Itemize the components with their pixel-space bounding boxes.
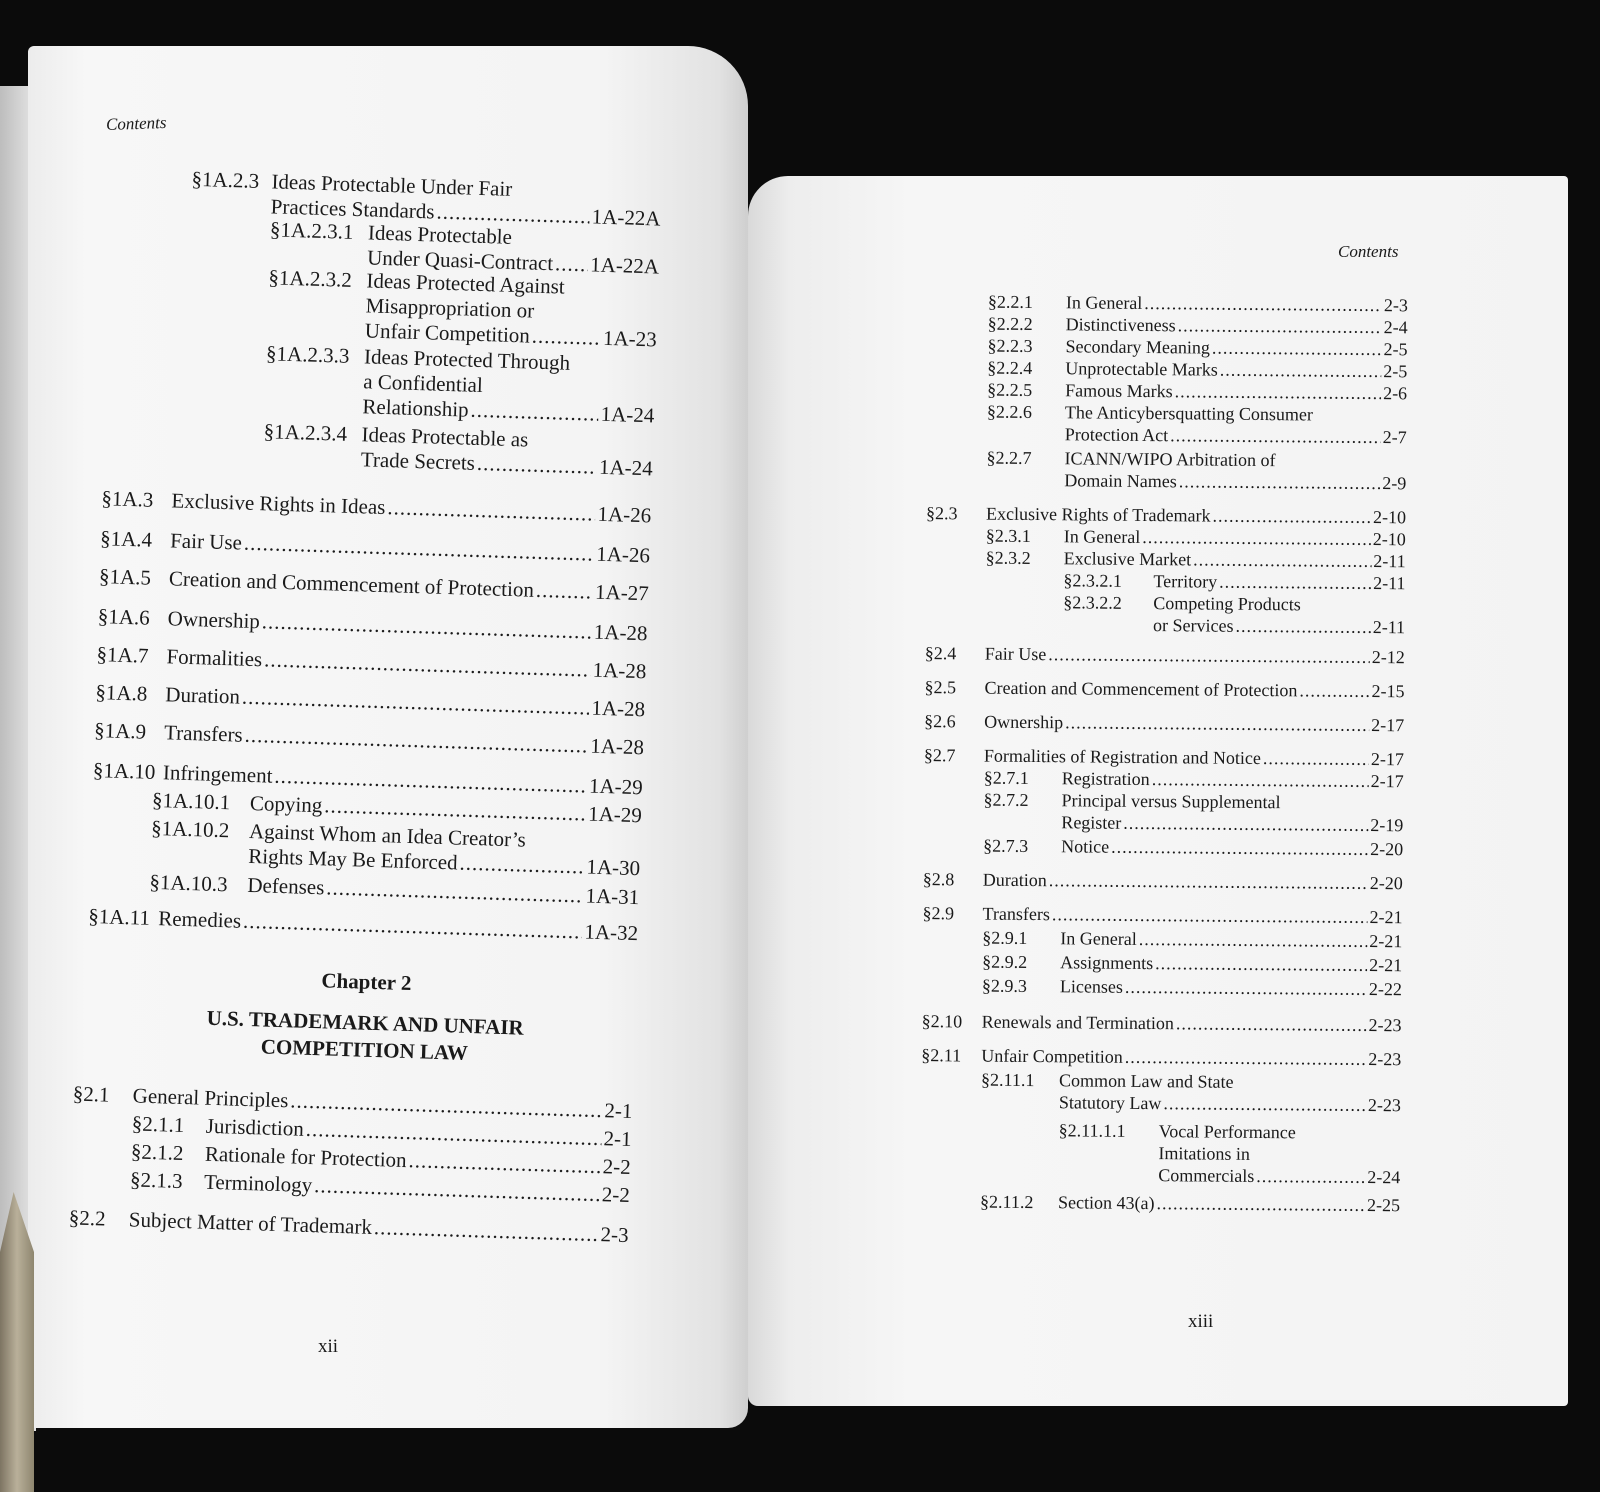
toc-entry xyxy=(924,710,1404,736)
section-title: Duration xyxy=(982,869,1047,891)
section-title: Creation and Commencement of Protection xyxy=(168,566,535,602)
section-title: Register xyxy=(1061,812,1122,833)
section-title: Exclusive Rights in Ideas xyxy=(171,488,386,520)
section-number: §1A.8 xyxy=(95,680,148,706)
toc-line xyxy=(1059,1119,1401,1144)
section-title: Ideas Protectable xyxy=(367,220,513,249)
section-title: In General xyxy=(1060,928,1137,949)
dot-leader xyxy=(1235,615,1370,638)
section-number: §1A.5 xyxy=(98,564,152,590)
section-number: §2.3.2.1 xyxy=(1063,570,1123,591)
toc-line xyxy=(983,789,1403,815)
dot-leader xyxy=(477,451,598,480)
toc-line xyxy=(1063,613,1405,638)
toc-line xyxy=(97,604,648,646)
toc-line xyxy=(981,1091,1401,1117)
dot-leader xyxy=(326,875,584,908)
section-number: §1A.10.3 xyxy=(149,869,228,897)
toc-line xyxy=(981,1069,1401,1095)
dot-leader xyxy=(1139,928,1368,952)
section-number: §2.3 xyxy=(925,503,958,524)
section-number: §2.1.2 xyxy=(130,1139,184,1166)
section-title: Ideas Protectable Under Fair xyxy=(271,169,513,201)
dot-leader xyxy=(1219,571,1371,594)
chapter-title: COMPETITION LAW xyxy=(260,1034,469,1065)
toc-line xyxy=(987,401,1407,427)
dot-leader xyxy=(1256,1165,1365,1188)
page-reference: 1A-32 xyxy=(584,919,639,946)
toc-entry xyxy=(1063,569,1405,594)
page-reference: 1A-26 xyxy=(595,541,651,568)
section-title: Rights May Be Enforced xyxy=(247,843,458,875)
toc-line xyxy=(982,951,1402,977)
section-number: §2.11.1 xyxy=(981,1069,1035,1091)
toc-line xyxy=(94,718,645,760)
toc-entry xyxy=(99,564,650,606)
chapter-title: U.S. TRADEMARK AND UNFAIR xyxy=(206,1005,525,1040)
section-number: §2.9.1 xyxy=(982,927,1028,948)
section-title: Common Law and State xyxy=(1059,1070,1234,1092)
toc-line xyxy=(96,642,647,684)
section-number: §2.5 xyxy=(924,677,957,698)
toc-entry xyxy=(982,975,1402,1001)
toc-entry xyxy=(264,341,656,428)
toc-line xyxy=(982,975,1402,1001)
page-reference: 2-10 xyxy=(1372,528,1406,550)
toc-line xyxy=(95,680,646,722)
section-title: In General xyxy=(1063,526,1141,547)
section-number: §2.9 xyxy=(922,903,955,924)
toc-line xyxy=(986,547,1406,573)
page-reference: 2-23 xyxy=(1368,1048,1402,1070)
page-reference: 1A-23 xyxy=(602,325,658,352)
section-title: Unfair Competition xyxy=(364,318,531,348)
page-reference: 1A-22A xyxy=(589,252,660,279)
section-title: Terminology xyxy=(203,1169,313,1198)
section-title: Unfair Competition xyxy=(981,1045,1123,1067)
section-title: Relationship xyxy=(362,394,470,422)
dot-leader xyxy=(470,398,599,427)
section-number: §1A.7 xyxy=(96,642,149,668)
dot-leader xyxy=(1178,314,1382,338)
dot-leader xyxy=(459,851,585,880)
section-number: §1A.9 xyxy=(93,718,147,744)
section-title: Vocal Performance xyxy=(1158,1121,1296,1143)
section-number: §2.3.2.2 xyxy=(1063,592,1122,613)
section-title: Exclusive Rights of Trademark xyxy=(985,503,1211,526)
toc-entry xyxy=(922,902,1402,928)
toc-line xyxy=(982,927,1402,953)
section-title: Statutory Law xyxy=(1058,1092,1162,1114)
page-reference: 2-17 xyxy=(1370,770,1404,792)
section-title: The Anticybersquatting Consumer xyxy=(1064,402,1313,425)
dot-leader xyxy=(1263,747,1369,770)
toc-entry xyxy=(95,680,646,722)
section-number: §1A.3 xyxy=(101,486,154,512)
section-number: §1A.2.3.2 xyxy=(268,265,353,292)
section-number: §2.10 xyxy=(921,1011,963,1032)
toc-entry xyxy=(982,951,1402,977)
section-number: §2.8 xyxy=(922,869,955,890)
dot-leader xyxy=(1175,380,1382,404)
dot-leader xyxy=(1123,812,1368,836)
toc-entry xyxy=(96,642,647,684)
toc-entry xyxy=(1058,1119,1401,1188)
page-reference: 2-24 xyxy=(1367,1166,1401,1188)
toc-entry xyxy=(982,927,1402,953)
toc-line xyxy=(922,1010,1402,1036)
section-title: Ownership xyxy=(984,711,1064,733)
dot-leader xyxy=(1144,292,1382,316)
page-reference: 1A-27 xyxy=(594,579,650,606)
section-number: §1A.2.3.4 xyxy=(263,419,348,446)
section-title: Subject Matter of Trademark xyxy=(128,1207,373,1239)
toc-line xyxy=(980,1191,1400,1217)
section-title: Notice xyxy=(1061,836,1110,857)
toc-entry xyxy=(925,642,1405,668)
running-head: Contents xyxy=(105,112,167,135)
page-reference: 2-6 xyxy=(1383,383,1408,404)
dot-leader xyxy=(1065,711,1369,736)
dot-leader xyxy=(555,251,589,277)
section-title: In General xyxy=(1065,292,1143,313)
toc-line xyxy=(983,835,1403,861)
section-title: Assignments xyxy=(1060,952,1154,974)
page-reference: 1A-31 xyxy=(585,883,640,910)
toc-entry xyxy=(923,868,1403,894)
toc-line xyxy=(925,642,1405,668)
section-title: Formalities of Registration and Notice xyxy=(983,745,1261,769)
section-title: Principal versus Supplemental xyxy=(1061,790,1281,813)
page-reference: 2-2 xyxy=(602,1154,632,1180)
running-head: Contents xyxy=(1338,242,1399,261)
toc-entry xyxy=(924,676,1404,702)
dot-leader xyxy=(264,647,591,682)
toc-line xyxy=(68,1205,629,1248)
dot-leader xyxy=(408,1148,601,1179)
section-title: Territory xyxy=(1153,571,1218,592)
section-title: Trade Secrets xyxy=(360,447,476,475)
section-title: Licenses xyxy=(1059,976,1123,997)
toc-line xyxy=(1063,569,1405,594)
pencil-tip xyxy=(0,1192,34,1492)
toc-entry xyxy=(921,1044,1401,1070)
right-page xyxy=(748,176,1568,1406)
page-reference: 2-5 xyxy=(1383,339,1408,360)
dot-leader xyxy=(1125,976,1367,1000)
section-title: Famous Marks xyxy=(1065,380,1173,402)
section-title: Protection Act xyxy=(1064,424,1169,446)
section-title: Commercials xyxy=(1158,1165,1255,1186)
page-reference: 1A-22A xyxy=(591,204,661,231)
page-reference: 2-23 xyxy=(1368,1014,1402,1036)
section-number: §2.6 xyxy=(924,711,956,732)
chapter-heading xyxy=(134,961,597,1070)
section-title: or Services xyxy=(1152,615,1234,636)
page-reference: 1A-24 xyxy=(600,401,655,428)
dot-leader xyxy=(1155,952,1367,976)
toc-line xyxy=(983,811,1403,837)
toc-entry xyxy=(986,447,1406,495)
section-title: Renewals and Termination xyxy=(981,1011,1175,1034)
section-number: §2.2.5 xyxy=(987,379,1033,400)
page-reference: 2-1 xyxy=(603,1126,633,1152)
toc-line xyxy=(921,1044,1401,1070)
toc-entry xyxy=(97,604,648,646)
toc-line xyxy=(1063,591,1405,616)
section-title: Transfers xyxy=(163,720,244,747)
dot-leader xyxy=(531,324,601,351)
section-title: Exclusive Market xyxy=(1063,548,1192,570)
page-reference: 1A-28 xyxy=(591,695,646,722)
section-number: §1A.10.2 xyxy=(150,815,230,843)
section-title: Jurisdiction xyxy=(205,1113,305,1141)
toc-line xyxy=(987,423,1407,449)
section-number: §2.4 xyxy=(924,643,957,664)
section-number: §2.2.4 xyxy=(987,357,1033,379)
page-reference: 2-20 xyxy=(1369,872,1403,894)
toc-line xyxy=(99,564,650,606)
section-title: Formalities xyxy=(166,644,263,672)
page-number: xiii xyxy=(1188,1311,1214,1332)
page-reference: 1A-30 xyxy=(586,854,641,881)
section-title: Ideas Protected Against xyxy=(366,268,566,299)
toc-entry xyxy=(101,486,652,528)
section-title: Unprotectable Marks xyxy=(1065,358,1218,380)
dot-leader xyxy=(536,578,594,605)
toc-entry xyxy=(922,1010,1402,1036)
page-number: xii xyxy=(318,1336,339,1357)
dot-leader xyxy=(243,909,583,945)
section-number: §2.2.1 xyxy=(987,291,1033,313)
section-number: §1A.6 xyxy=(97,604,151,630)
dot-leader xyxy=(1048,643,1370,668)
section-title: Rationale for Protection xyxy=(204,1141,408,1173)
dot-leader xyxy=(244,723,588,759)
page-reference: 2-9 xyxy=(1382,473,1407,494)
page-reference: 1A-29 xyxy=(588,773,644,800)
page-reference: 2-23 xyxy=(1367,1094,1401,1116)
toc-entry xyxy=(1063,591,1405,638)
section-number: §2.2.6 xyxy=(986,401,1033,422)
section-title: Against Whom an Idea Creator’s xyxy=(248,818,527,852)
section-title: Fair Use xyxy=(984,643,1047,665)
toc-entry xyxy=(980,1191,1400,1217)
section-title: Creation and Commencement of Protection xyxy=(984,677,1298,701)
section-title: Infringement xyxy=(162,760,273,788)
section-number: §1A.2.3.3 xyxy=(265,341,350,368)
section-title: Ideas Protected Through xyxy=(363,344,571,375)
page-reference: 2-15 xyxy=(1371,680,1405,702)
page-reference: 2-22 xyxy=(1368,978,1403,1000)
section-number: §2.7 xyxy=(923,745,956,766)
page-reference: 2-12 xyxy=(1371,646,1405,668)
section-title: Fair Use xyxy=(169,528,243,555)
section-number: §2.11 xyxy=(921,1045,962,1066)
section-number: §2.2.7 xyxy=(986,447,1032,468)
section-title: Competing Products xyxy=(1153,593,1301,615)
section-number: §2.3.2 xyxy=(985,547,1031,568)
dot-leader xyxy=(242,685,590,721)
page-reference: 1A-28 xyxy=(589,733,645,760)
dot-leader xyxy=(1152,768,1369,792)
section-number: §2.7.1 xyxy=(983,767,1029,788)
dot-leader xyxy=(1142,526,1371,550)
section-number: §2.7.3 xyxy=(983,835,1029,856)
toc-line xyxy=(924,676,1404,702)
section-title: Remedies xyxy=(157,906,242,933)
toc-line xyxy=(986,447,1406,473)
section-number: §1A.4 xyxy=(99,526,153,552)
toc-entry xyxy=(262,419,653,481)
toc-entry xyxy=(267,265,659,352)
section-title: Distinctiveness xyxy=(1065,314,1176,336)
dot-leader xyxy=(324,793,587,826)
section-number: §2.3.1 xyxy=(985,525,1031,546)
toc-entry xyxy=(987,401,1407,449)
page-reference: 2-21 xyxy=(1369,954,1403,976)
toc-entry xyxy=(88,904,639,946)
toc-entry xyxy=(983,835,1403,861)
toc-entry xyxy=(981,1069,1401,1117)
section-title: a Confidential xyxy=(362,369,484,398)
dot-leader xyxy=(387,495,596,527)
section-number: §2.2 xyxy=(68,1205,107,1231)
page-reference: 2-10 xyxy=(1372,506,1407,528)
page-reference: 2-3 xyxy=(600,1222,629,1248)
page-reference: 1A-28 xyxy=(592,657,647,684)
page-reference: 2-2 xyxy=(601,1182,631,1208)
section-number: §2.11.2 xyxy=(979,1191,1034,1213)
dot-leader xyxy=(1212,337,1382,360)
toc-entry xyxy=(100,526,651,568)
section-number: §2.1.1 xyxy=(131,1111,185,1138)
page-reference: 2-17 xyxy=(1371,714,1405,736)
section-title: ICANN/WIPO Arbitration of xyxy=(1064,448,1276,471)
toc-line xyxy=(101,486,652,528)
toc-entry xyxy=(68,1205,629,1248)
page-reference: 1A-29 xyxy=(587,801,643,828)
dot-leader xyxy=(1052,903,1368,928)
section-title: Imitations in xyxy=(1158,1143,1251,1164)
dot-leader xyxy=(1179,470,1381,494)
page-reference: 2-20 xyxy=(1370,838,1404,860)
page-reference: 2-4 xyxy=(1383,317,1408,338)
section-number: §2.9.3 xyxy=(981,975,1028,996)
section-title: Duration xyxy=(164,682,241,709)
section-number: §2.11.1.1 xyxy=(1058,1120,1126,1141)
page-reference: 1A-24 xyxy=(598,454,654,481)
section-title: Section 43(a) xyxy=(1057,1192,1155,1214)
section-number: §2.2.2 xyxy=(987,313,1033,335)
toc-line xyxy=(922,902,1402,928)
section-title: General Principles xyxy=(132,1083,289,1113)
section-title: Transfers xyxy=(982,903,1050,925)
page-reference: 2-25 xyxy=(1366,1194,1401,1216)
section-title: Domain Names xyxy=(1064,470,1177,492)
section-title: Ownership xyxy=(167,606,261,634)
toc-line xyxy=(986,469,1406,495)
section-number: §1A.2.3 xyxy=(191,166,260,193)
page-reference: 2-19 xyxy=(1370,814,1404,836)
dot-leader xyxy=(1163,1092,1366,1116)
page-reference: 2-5 xyxy=(1383,361,1408,382)
section-title: Misappropriation or xyxy=(365,293,535,323)
page-reference: 2-11 xyxy=(1373,572,1406,594)
toc-line xyxy=(924,710,1404,736)
section-title: Defenses xyxy=(247,872,325,900)
dot-leader xyxy=(374,1215,599,1247)
section-number: §1A.10.1 xyxy=(151,787,231,815)
page-reference: 2-1 xyxy=(604,1098,633,1124)
page-reference: 2-17 xyxy=(1370,748,1405,770)
toc-line xyxy=(923,868,1403,894)
dot-leader xyxy=(1212,505,1371,528)
dot-leader xyxy=(261,609,592,644)
dot-leader xyxy=(1176,1012,1367,1036)
chapter-label: Chapter 2 xyxy=(321,968,412,996)
section-title: Ideas Protectable as xyxy=(361,422,529,452)
page-reference: 2-21 xyxy=(1369,930,1403,952)
toc-entry xyxy=(986,547,1406,573)
dot-leader xyxy=(1125,1046,1367,1070)
page-reference: 2-11 xyxy=(1372,616,1406,638)
section-number: §1A.10 xyxy=(92,758,156,784)
page-reference: 1A-28 xyxy=(593,619,648,646)
toc-left xyxy=(66,164,662,1331)
dot-leader xyxy=(244,531,595,567)
page-reference: 2-11 xyxy=(1373,550,1406,572)
page-reference: 2-21 xyxy=(1369,906,1403,928)
toc-line xyxy=(100,526,651,568)
page-reference: 1A-26 xyxy=(597,501,652,528)
section-number: §1A.11 xyxy=(87,903,151,930)
dot-leader xyxy=(1170,424,1381,448)
section-title: Copying xyxy=(249,790,323,818)
dot-leader xyxy=(1193,548,1371,572)
dot-leader xyxy=(314,1173,600,1207)
section-title: Secondary Meaning xyxy=(1065,336,1211,358)
dot-leader xyxy=(1156,1192,1365,1216)
dot-leader xyxy=(1111,836,1368,860)
toc-line xyxy=(1058,1141,1400,1166)
section-title: Under Quasi-Contract xyxy=(366,245,554,276)
left-page xyxy=(28,46,748,1428)
section-number: §2.7.2 xyxy=(983,789,1029,810)
section-number: §2.2.3 xyxy=(987,335,1033,357)
toc-line xyxy=(88,904,639,946)
section-number: §2.1 xyxy=(72,1081,110,1107)
toc-entry xyxy=(983,789,1403,837)
page-reference: 2-3 xyxy=(1383,295,1408,316)
dot-leader xyxy=(1299,679,1369,702)
section-number: §2.9.2 xyxy=(982,951,1028,972)
section-title: Registration xyxy=(1061,768,1150,790)
section-number: §2.1.3 xyxy=(129,1167,183,1194)
dot-leader xyxy=(1220,359,1382,382)
section-number: §1A.2.3.1 xyxy=(269,217,354,244)
section-title: Practices Standards xyxy=(270,194,435,224)
toc-entry xyxy=(94,718,645,760)
toc-right xyxy=(910,290,1408,1254)
toc-line xyxy=(1058,1163,1400,1188)
dot-leader xyxy=(1049,869,1368,894)
page-reference: 2-7 xyxy=(1382,427,1407,448)
